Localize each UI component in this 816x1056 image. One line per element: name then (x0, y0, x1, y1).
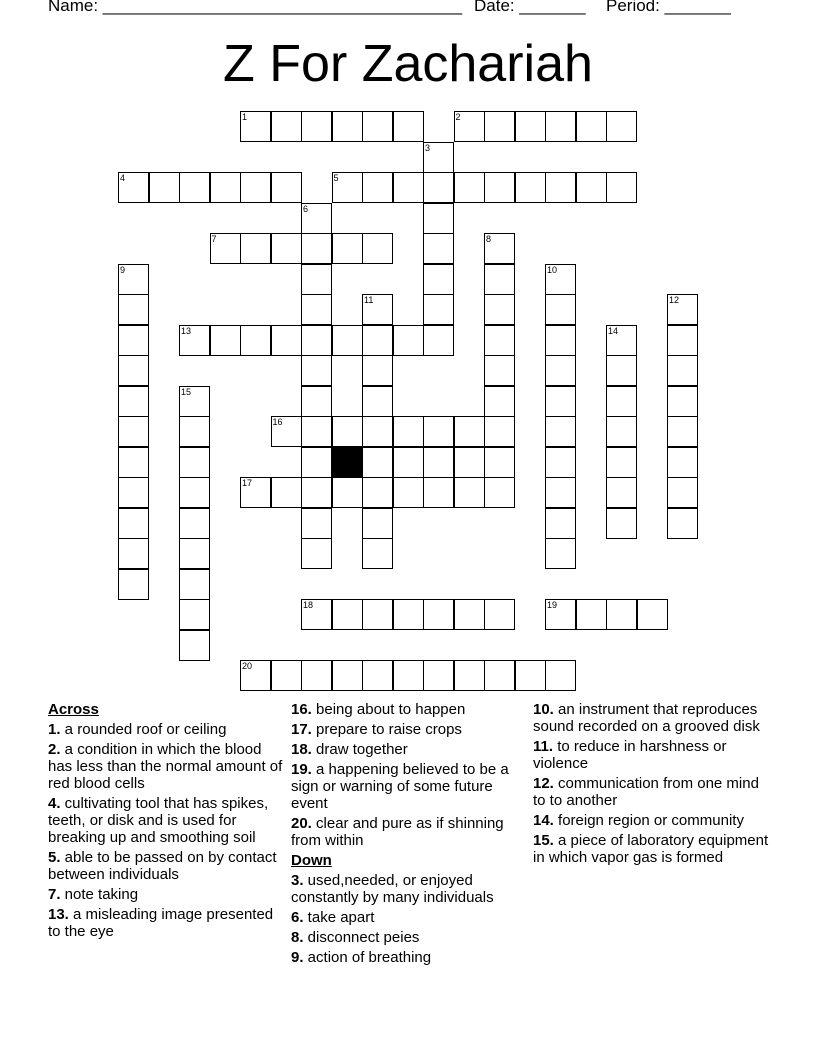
clue-across (291, 701, 529, 718)
cell-number: 17 (242, 478, 253, 488)
clue-down (533, 701, 773, 735)
grid-cell[interactable] (423, 599, 454, 630)
clue-number: 20. (291, 815, 312, 832)
grid-cell[interactable] (362, 660, 393, 691)
grid-cell[interactable] (606, 416, 637, 447)
grid-cell[interactable] (179, 630, 210, 661)
grid-cell[interactable] (393, 660, 424, 691)
grid-cell[interactable] (545, 264, 576, 295)
clue-number: 13. (48, 906, 69, 923)
grid-cell[interactable] (545, 172, 576, 203)
grid-cell[interactable] (362, 508, 393, 539)
grid-cell[interactable] (423, 142, 454, 173)
cell-number: 16 (272, 417, 283, 427)
grid-cell[interactable] (301, 477, 332, 508)
grid-cell[interactable] (545, 477, 576, 508)
clue-across (291, 815, 529, 849)
clue-text: a rounded roof or ceiling (60, 721, 227, 738)
grid-cell[interactable] (301, 203, 332, 234)
grid-cell[interactable] (179, 569, 210, 600)
grid-cell[interactable] (362, 355, 393, 386)
grid-cell[interactable] (606, 355, 637, 386)
clue-down (533, 812, 773, 829)
cell-number: 10 (547, 264, 558, 275)
clue-text: action of breathing (303, 949, 432, 966)
grid-cell[interactable] (667, 355, 698, 386)
grid-cell[interactable] (576, 172, 607, 203)
grid-cell[interactable] (545, 416, 576, 447)
grid-cell[interactable] (606, 447, 637, 478)
grid-cell[interactable] (118, 294, 149, 325)
cell-number: 11 (364, 295, 374, 305)
clue-text: prepare to raise crops (311, 721, 462, 738)
grid-cell[interactable] (240, 325, 271, 356)
grid-cell[interactable] (301, 447, 332, 478)
grid-cell[interactable] (118, 172, 149, 203)
grid-cell[interactable] (271, 172, 302, 203)
clue-text: disconnect peies (303, 929, 420, 946)
grid-cell[interactable] (637, 599, 668, 630)
grid-cell[interactable] (454, 447, 485, 478)
grid-cell[interactable] (423, 172, 454, 203)
grid-cell[interactable] (210, 325, 241, 356)
clue-across (48, 741, 286, 792)
clue-text: draw together (311, 741, 408, 758)
grid-cell[interactable] (393, 416, 424, 447)
grid-cell[interactable] (362, 477, 393, 508)
cell-number: 6 (303, 203, 309, 214)
clue-text: used,needed, or enjoyed constantly by many individuals (291, 872, 494, 906)
grid-cell[interactable] (576, 111, 607, 142)
grid-cell[interactable] (484, 660, 515, 691)
grid-cell[interactable] (301, 660, 332, 691)
grid-cell[interactable] (576, 599, 607, 630)
clue-number: 18. (291, 741, 312, 758)
grid-cell[interactable] (545, 447, 576, 478)
clues-column-2 (291, 701, 529, 969)
grid-cell[interactable] (667, 416, 698, 447)
down-heading: Down (291, 852, 332, 869)
grid-cell[interactable] (545, 355, 576, 386)
grid-cell[interactable] (271, 660, 302, 691)
clue-down (291, 909, 529, 926)
grid-cell[interactable] (545, 294, 576, 325)
grid-cell[interactable] (423, 325, 454, 356)
grid-cell[interactable] (484, 416, 515, 447)
grid-cell[interactable] (240, 172, 271, 203)
clue-number: 3. (291, 872, 304, 889)
grid-cell[interactable] (118, 538, 149, 569)
grid-cell[interactable] (240, 477, 271, 508)
grid-cell[interactable] (484, 355, 515, 386)
grid-cell[interactable] (332, 325, 363, 356)
grid-cell[interactable] (271, 233, 302, 264)
grid-cell[interactable] (423, 203, 454, 234)
grid-cell[interactable] (667, 386, 698, 417)
grid-cell[interactable] (301, 233, 332, 264)
down-clue-list-1 (291, 872, 529, 966)
clue-text: note taking (60, 886, 139, 903)
grid-cell[interactable] (484, 447, 515, 478)
grid-cell[interactable] (240, 233, 271, 264)
grid-cell[interactable] (454, 599, 485, 630)
cell-number: 2 (455, 112, 461, 122)
grid-cell[interactable] (179, 172, 210, 203)
grid-cell[interactable] (393, 599, 424, 630)
grid-cell[interactable] (423, 294, 454, 325)
clue-across (48, 795, 286, 846)
grid-cell[interactable] (118, 325, 149, 356)
grid-cell[interactable] (545, 538, 576, 569)
grid-cell[interactable] (301, 386, 332, 417)
clues-column-3 (533, 701, 773, 869)
clue-number: 10. (533, 701, 554, 718)
grid-cell[interactable] (118, 508, 149, 539)
clue-across (291, 721, 529, 738)
cell-number: 4 (120, 173, 126, 183)
clue-number: 14. (533, 812, 554, 829)
grid-cell[interactable] (484, 599, 515, 630)
grid-cell[interactable] (301, 264, 332, 295)
grid-cell[interactable] (179, 386, 210, 417)
grid-cell[interactable] (332, 477, 363, 508)
grid-cell[interactable] (271, 111, 302, 142)
cell-number: 9 (120, 264, 126, 275)
clue-down (533, 775, 773, 809)
grid-cell[interactable] (393, 447, 424, 478)
grid-cell[interactable] (393, 325, 424, 356)
grid-cell[interactable] (545, 508, 576, 539)
grid-cell[interactable] (179, 477, 210, 508)
cell-number: 1 (242, 112, 248, 122)
clue-number: 19. (291, 761, 312, 778)
clue-text: a piece of laboratory equipment in which vapor gas is formed (533, 832, 769, 866)
cell-number: 20 (242, 661, 253, 671)
grid-cell[interactable] (606, 325, 637, 356)
grid-cell[interactable] (362, 538, 393, 569)
grid-cell[interactable] (301, 355, 332, 386)
clue-text: an instrument that reproduces sound recorded on a grooved disk (533, 701, 760, 735)
grid-cell[interactable] (179, 325, 210, 356)
grid-cell[interactable] (362, 172, 393, 203)
clue-number: 11. (533, 738, 554, 755)
grid-cell[interactable] (667, 477, 698, 508)
grid-cell[interactable] (606, 172, 637, 203)
grid-cell[interactable] (393, 477, 424, 508)
grid-cell[interactable] (606, 477, 637, 508)
grid-cell[interactable] (332, 599, 363, 630)
cell-number: 18 (303, 600, 314, 610)
puzzle-title: Z For Zachariah (223, 35, 593, 93)
grid-cell[interactable] (118, 264, 149, 295)
clue-across (291, 761, 529, 812)
grid-cell[interactable] (484, 325, 515, 356)
clue-down (291, 929, 529, 946)
grid-cell[interactable] (301, 416, 332, 447)
clue-number: 5. (48, 849, 61, 866)
grid-cell[interactable] (423, 264, 454, 295)
cell-number: 7 (211, 234, 217, 244)
grid-cell[interactable] (301, 508, 332, 539)
clue-number: 12. (533, 775, 554, 792)
clue-text: take apart (303, 909, 375, 926)
grid-cell[interactable] (362, 599, 393, 630)
grid-cell[interactable] (423, 447, 454, 478)
grid-cell[interactable] (240, 111, 271, 142)
clue-number: 16. (291, 701, 312, 718)
clue-text: a misleading image presented to the eye (48, 906, 274, 940)
name-field-label: Name: ______________________________________ (48, 0, 463, 15)
cell-number: 15 (181, 386, 192, 397)
clue-number: 6. (291, 909, 304, 926)
grid-cell-blocked (332, 447, 363, 478)
cell-number: 12 (669, 295, 680, 305)
clue-across (291, 741, 529, 758)
clue-down (533, 832, 773, 866)
cell-number: 3 (425, 142, 431, 153)
clue-number: 1. (48, 721, 61, 738)
grid-cell[interactable] (271, 477, 302, 508)
grid-cell[interactable] (362, 111, 393, 142)
grid-cell[interactable] (332, 416, 363, 447)
clue-number: 7. (48, 886, 61, 903)
grid-cell[interactable] (362, 386, 393, 417)
grid-cell[interactable] (179, 508, 210, 539)
clue-down (533, 738, 773, 772)
grid-cell[interactable] (606, 386, 637, 417)
grid-cell[interactable] (301, 599, 332, 630)
clues-column-1 (48, 701, 286, 943)
clue-number: 9. (291, 949, 304, 966)
grid-cell[interactable] (301, 294, 332, 325)
grid-cell[interactable] (301, 538, 332, 569)
grid-cell[interactable] (362, 447, 393, 478)
clue-text: clear and pure as if shinning from within (291, 815, 504, 849)
grid-cell[interactable] (606, 599, 637, 630)
grid-cell[interactable] (515, 111, 546, 142)
grid-cell[interactable] (606, 111, 637, 142)
grid-cell[interactable] (515, 660, 546, 691)
grid-cell[interactable] (393, 172, 424, 203)
clue-number: 8. (291, 929, 304, 946)
clue-number: 15. (533, 832, 554, 849)
grid-cell[interactable] (484, 294, 515, 325)
grid-cell[interactable] (423, 477, 454, 508)
clue-text: to reduce in harshness or violence (533, 738, 727, 772)
grid-cell[interactable] (362, 233, 393, 264)
grid-cell[interactable] (118, 386, 149, 417)
cell-number: 5 (333, 173, 339, 183)
grid-cell[interactable] (118, 416, 149, 447)
grid-cell[interactable] (179, 416, 210, 447)
clue-text: foreign region or community (553, 812, 744, 829)
clue-text: being about to happen (311, 701, 466, 718)
grid-cell[interactable] (210, 172, 241, 203)
grid-cell[interactable] (545, 599, 576, 630)
grid-cell[interactable] (454, 172, 485, 203)
grid-cell[interactable] (545, 660, 576, 691)
clue-number: 4. (48, 795, 61, 812)
grid-cell[interactable] (454, 477, 485, 508)
grid-cell[interactable] (332, 111, 363, 142)
grid-cell[interactable] (240, 660, 271, 691)
grid-cell[interactable] (484, 264, 515, 295)
grid-cell[interactable] (210, 233, 241, 264)
grid-cell[interactable] (667, 508, 698, 539)
clue-across (48, 721, 286, 738)
clue-down (291, 949, 529, 966)
grid-cell[interactable] (301, 111, 332, 142)
grid-cell[interactable] (423, 233, 454, 264)
date-field-label: Date: _______ (474, 0, 586, 15)
grid-cell[interactable] (149, 172, 180, 203)
grid-cell[interactable] (423, 660, 454, 691)
grid-cell[interactable] (545, 111, 576, 142)
grid-cell[interactable] (484, 477, 515, 508)
grid-cell[interactable] (484, 386, 515, 417)
grid-cell[interactable] (667, 447, 698, 478)
grid-cell[interactable] (545, 325, 576, 356)
grid-cell[interactable] (118, 569, 149, 600)
grid-cell[interactable] (423, 416, 454, 447)
grid-cell[interactable] (332, 660, 363, 691)
clue-text: able to be passed on by contact between individuals (48, 849, 277, 883)
grid-cell[interactable] (362, 416, 393, 447)
clue-text: a condition in which the blood has less than the normal amount of red blood cells (48, 741, 283, 792)
grid-cell[interactable] (454, 416, 485, 447)
grid-cell[interactable] (271, 416, 302, 447)
grid-cell[interactable] (118, 447, 149, 478)
grid-cell[interactable] (484, 111, 515, 142)
grid-cell[interactable] (545, 386, 576, 417)
grid-cell[interactable] (179, 447, 210, 478)
grid-cell[interactable] (667, 294, 698, 325)
grid-cell[interactable] (515, 172, 546, 203)
cell-number: 14 (608, 325, 619, 336)
grid-cell[interactable] (362, 294, 393, 325)
clue-text: communication from one mind to to another (533, 775, 759, 809)
grid-cell[interactable] (667, 325, 698, 356)
clue-number: 2. (48, 741, 61, 758)
across-clue-list-1 (48, 721, 286, 940)
clue-across (48, 886, 286, 903)
grid-cell[interactable] (179, 538, 210, 569)
grid-cell[interactable] (301, 325, 332, 356)
cell-number: 19 (547, 600, 558, 610)
grid-cell[interactable] (606, 508, 637, 539)
period-field-label: Period: _______ (606, 0, 731, 15)
cell-number: 13 (181, 325, 192, 336)
clue-text: a happening believed to be a sign or warning of some future event (291, 761, 509, 812)
grid-cell[interactable] (393, 111, 424, 142)
down-clue-list-2 (533, 701, 773, 866)
grid-cell[interactable] (484, 172, 515, 203)
grid-cell[interactable] (454, 660, 485, 691)
across-clue-list-2 (291, 701, 529, 849)
clue-across (48, 849, 286, 883)
grid-cell[interactable] (362, 325, 393, 356)
grid-cell[interactable] (484, 233, 515, 264)
grid-cell[interactable] (454, 111, 485, 142)
grid-cell[interactable] (118, 477, 149, 508)
across-heading: Across (48, 701, 99, 718)
cell-number: 8 (486, 234, 492, 244)
grid-cell[interactable] (118, 355, 149, 386)
clue-text: cultivating tool that has spikes, teeth, or disk and is used for breaking up and smoothing soil (48, 795, 269, 846)
clue-down (291, 872, 529, 906)
grid-cell[interactable] (271, 325, 302, 356)
grid-cell[interactable] (332, 172, 363, 203)
grid-cell[interactable] (332, 233, 363, 264)
clue-across (48, 906, 286, 940)
clue-number: 17. (291, 721, 312, 738)
grid-cell[interactable] (179, 599, 210, 630)
